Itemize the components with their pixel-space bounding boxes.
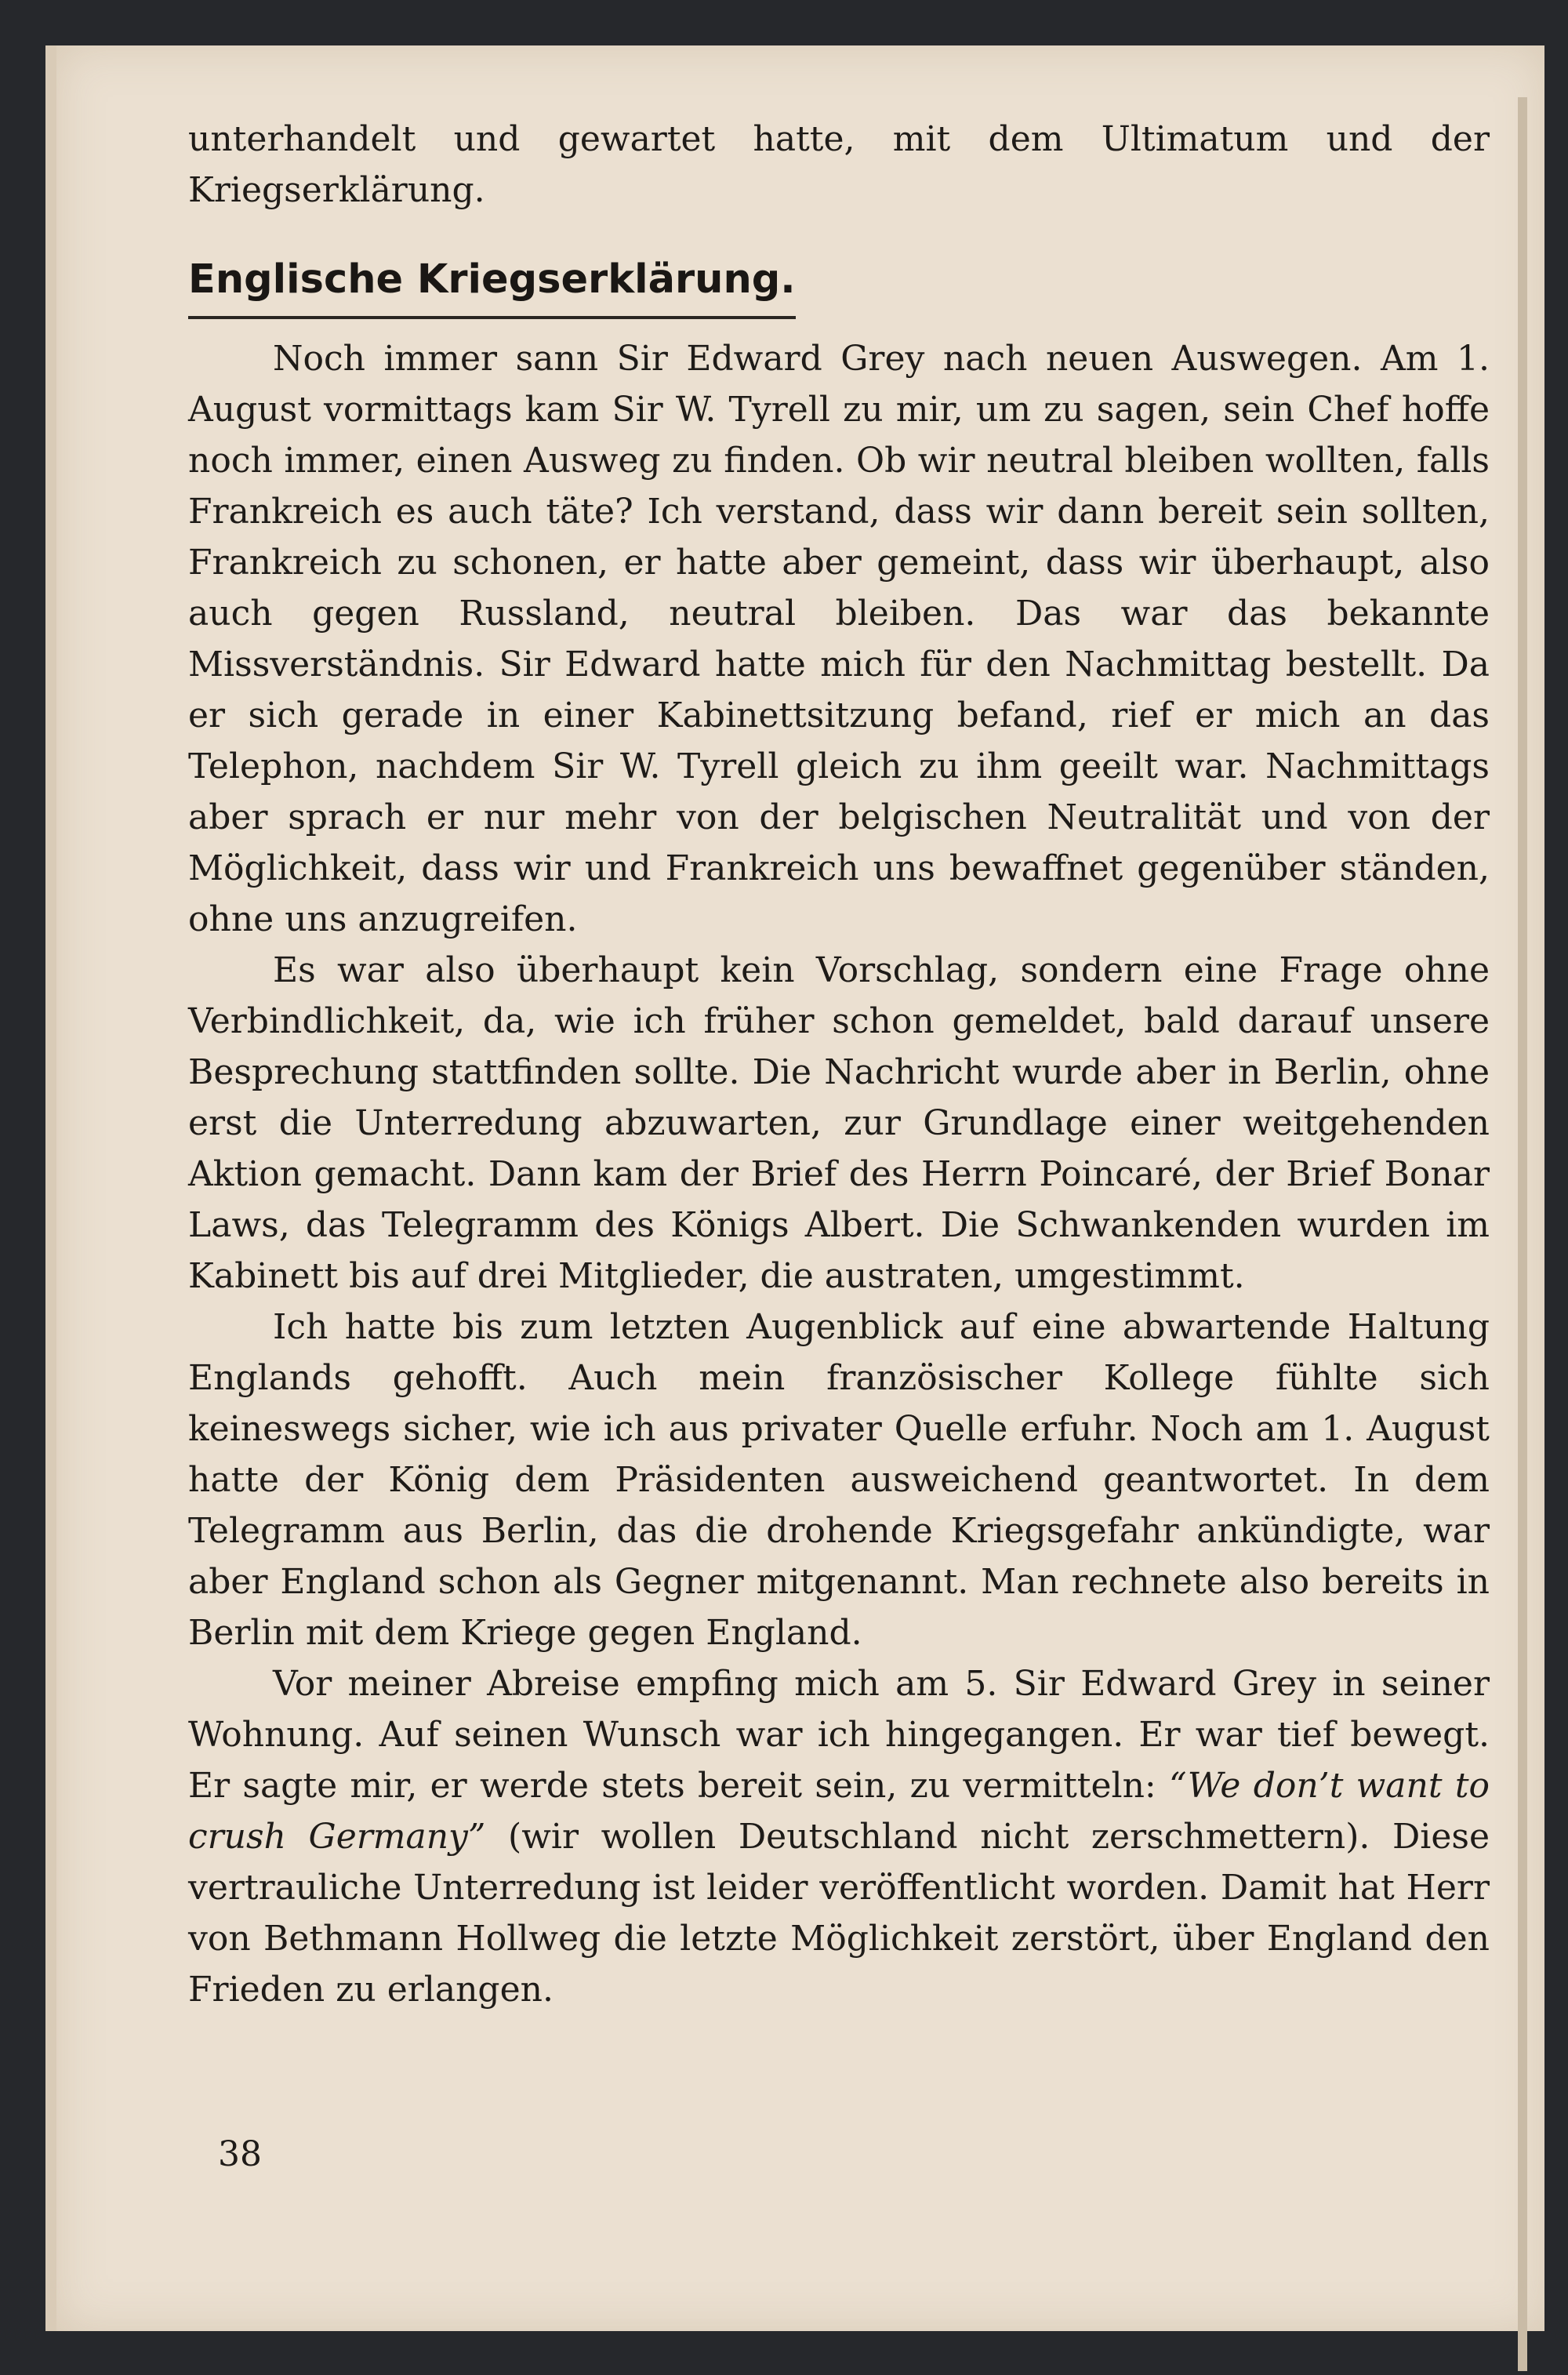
paragraph-2: Es war also überhaupt kein Vorschlag, sondern eine Frage ohne Verbindlichkeit, da, wie ich früher schon gemeldet, bald darauf unsere Besprechung stattfinden sollte. Die Nachricht wurde aber in Berlin, ohne erst die Unterredung abzuwarten, zur Grundlage einer weitgehenden Aktion gemacht. Dann kam der Brief des Herrn Poincaré, der Brief Bonar Laws, das Telegramm des Königs Albert. Die Schwankenden wurden im Kabinett bis auf drei Mitglieder, die austraten, umgestimmt. [188,950,1490,1296]
paragraph-1: Noch immer sann Sir Edward Grey nach neuen Auswegen. Am 1. August vormittags kam Sir W. Tyrell zu mir, um zu sagen, sein Chef hoffe noch immer, einen Ausweg zu finden. Ob wir neutral bleiben wollten, falls Frankreich es auch täte? Ich verstand, dass wir dann bereit sein sollten, Frankreich zu schonen, er hatte aber gemeint, dass wir überhaupt, also auch gegen Russland, neutral bleiben. Das war das bekannte Missverständnis. Sir Edward hatte mich für den Nachmittag bestellt. Da er sich gerade in einer Kabinettsitzung befand, rief er mich an das Telephon, nachdem Sir W. Tyrell gleich zu ihm geeilt war. Nachmittags aber sprach er nur mehr von der belgischen Neutralität und von der Möglichkeit, dass wir und Frankreich uns bewaffnet gegenüber ständen, ohne uns anzugreifen. [188,339,1490,939]
intro-paragraph: unterhandelt und gewartet hatte, mit dem Ultimatum und der Kriegserklärung. [188,119,1490,210]
paragraph-4 [188,1658,1490,2015]
section-heading: Englische Kriegserklärung. [188,255,796,319]
page-edge [1518,97,1527,2371]
paragraph-4-text-before: Vor meiner Abreise empfing mich am 5. Sir Edward Grey in seiner Wohnung. Auf seinen Wunsch war ich hingegangen. Er war tief bewegt. Er sagte mir, er werde stets bereit sein, zu vermitteln: [188,1664,1490,1806]
page-content [188,114,1490,2015]
paragraph-4-text-after: (wir wollen Deutschland nicht zerschmettern). Diese vertrauliche Unterredung ist leider veröffentlicht worden. Damit hat Herr von Bethmann Hollweg die letzte Möglichkeit zerstört, über England den Frieden zu erlangen. [188,1817,1490,2010]
section-heading-wrap [188,255,1490,319]
page-number: 38 [218,2134,262,2174]
paragraph-3: Ich hatte bis zum letzten Augenblick auf eine abwartende Haltung Englands gehofft. Auch mein französischer Kollege fühlte sich keineswegs sicher, wie ich aus privater Quelle erfuhr. Noch am 1. August hatte der König dem Präsidenten ausweichend geantwortet. In dem Telegramm aus Berlin, das die drohende Kriegsgefahr ankündigte, war aber England schon als Gegner mitgenannt. Man rechnete also bereits in Berlin mit dem Kriege gegen England. [188,1307,1490,1653]
paragraph-4-quote: “We don’t want to crush Germany” [188,1766,1490,1857]
